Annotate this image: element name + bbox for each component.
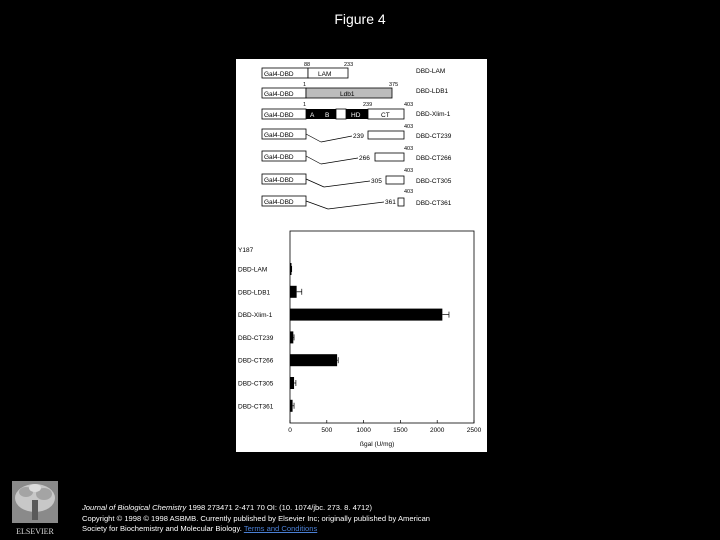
start-label-239: 239 (353, 133, 364, 140)
residue-375: 375 (389, 82, 399, 88)
start-label-266: 266 (359, 155, 370, 162)
category-label-dbd-ct266: DBD-CT266 (238, 357, 274, 365)
residue-403-ct361: 403 (404, 189, 414, 195)
gal4-label-ct239: Gal4-DBD (264, 132, 294, 139)
ct-fragment-box-361 (398, 198, 404, 206)
figure-panel (236, 59, 487, 452)
construct-name-ct239: DBD-CT239 (416, 133, 452, 140)
category-label-dbd-xlim-1: DBD-Xlim-1 (238, 312, 273, 320)
figure-graphic (236, 59, 487, 452)
x-tick-label-1000: 1000 (356, 427, 371, 434)
linker-box (336, 109, 346, 119)
society-line (82, 524, 512, 535)
lam-domain-label: LAM (318, 71, 332, 78)
connector-line-ct305 (324, 181, 370, 187)
gal4-label-ct305: Gal4-DBD (264, 177, 294, 184)
gal4-label-ldb1: Gal4-DBD (264, 91, 294, 98)
strain-label: Y187 (238, 247, 254, 254)
junction-line-ct266 (306, 156, 321, 164)
residue-1-xlim: 1 (303, 102, 307, 108)
x-axis-label: ßgal (U/mg) (360, 441, 395, 448)
construct-name-ct266: DBD-CT266 (416, 155, 452, 162)
junction-line-ct361 (306, 201, 328, 209)
terms-link[interactable]: Terms and Conditions (243, 524, 318, 533)
ct-fragment-box-266 (375, 153, 404, 161)
figure-title: Figure 4 (334, 11, 386, 27)
category-label-dbd-lam: DBD-LAM (238, 266, 268, 274)
gal4-label-ct266: Gal4-DBD (264, 154, 294, 161)
bar-dbd-xlim-1 (290, 309, 442, 321)
construct-name-ldb1: DBD-LDB1 (416, 88, 449, 95)
ct-fragment-box-305 (386, 176, 404, 184)
start-label-305: 305 (371, 178, 382, 185)
bar-dbd-ldb1 (290, 286, 297, 298)
category-label-dbd-ct239: DBD-CT239 (238, 334, 274, 342)
x-tick-label-0: 0 (288, 427, 292, 434)
residue-239: 239 (363, 102, 373, 108)
bar-dbd-ct305 (290, 377, 294, 389)
journal-name: Journal of Biological Chemistry (82, 503, 187, 512)
construct-name-ct361: DBD-CT361 (416, 200, 452, 207)
residue-403-ct239: 403 (404, 124, 414, 130)
residue-403-ct266: 403 (404, 146, 414, 152)
citation-line (82, 503, 512, 514)
category-label-dbd-ct361: DBD-CT361 (238, 403, 274, 411)
construct-name-xlim: DBD-Xlim-1 (416, 111, 451, 118)
x-tick-label-1500: 1500 (393, 427, 408, 434)
bar-dbd-ct266 (290, 354, 337, 366)
construct-name-lam: DBD-LAM (416, 68, 446, 75)
gal4-label-ct361: Gal4-DBD (264, 199, 294, 206)
residue-403-xlim: 403 (404, 102, 414, 108)
elsevier-tree-logo (6, 478, 64, 540)
ldb1-domain-label: Ldb1 (340, 91, 355, 98)
homeodomain-label: HD (351, 112, 361, 119)
x-tick-label-500: 500 (321, 427, 333, 434)
junction-line-ct305 (306, 179, 324, 187)
connector-line-ct239 (321, 136, 352, 142)
residue-403-ct305: 403 (404, 168, 414, 174)
gal4-label-xlim: Gal4-DBD (264, 112, 294, 119)
bars-layer (238, 263, 449, 412)
elsevier-wordmark: ELSEVIER (16, 527, 54, 536)
society-text: Society for Biochemistry and Molecular Biology. (82, 524, 242, 533)
citation-details: 1998 273471 2-471 70 OI: (10. 1074/jbc. 273. 8. 4712) (186, 503, 373, 512)
bar-dbd-ct239 (290, 331, 293, 343)
bar-dbd-ct361 (290, 400, 293, 412)
bar-dbd-lam (290, 263, 292, 275)
lim-a-label: A (310, 112, 315, 119)
residue-233: 233 (344, 62, 354, 68)
citation-footer (82, 503, 512, 535)
connector-line-ct266 (321, 158, 358, 164)
category-label-dbd-ldb1: DBD-LDB1 (238, 289, 271, 297)
chart-frame (290, 231, 474, 423)
ticks-layer (288, 420, 481, 434)
x-tick-label-2500: 2500 (466, 427, 482, 434)
lim-b-label: B (325, 112, 330, 119)
residue-88: 88 (304, 62, 311, 68)
connector-line-ct361 (328, 202, 384, 209)
start-label-361: 361 (385, 199, 396, 206)
construct-name-ct305: DBD-CT305 (416, 178, 452, 185)
ct-fragment-box-239 (368, 131, 404, 139)
x-tick-label-2000: 2000 (429, 427, 445, 434)
residue-1-ldb1: 1 (303, 82, 307, 88)
copyright-line: Copyright © 1998 © 1998 ASBMB. Currently published by Elsevier Inc; originally published by American (82, 513, 431, 523)
category-label-dbd-ct305: DBD-CT305 (238, 380, 274, 388)
gal4-label-lam: Gal4-DBD (264, 71, 294, 78)
ct-domain-label: CT (381, 112, 390, 119)
junction-line-ct239 (306, 134, 321, 142)
